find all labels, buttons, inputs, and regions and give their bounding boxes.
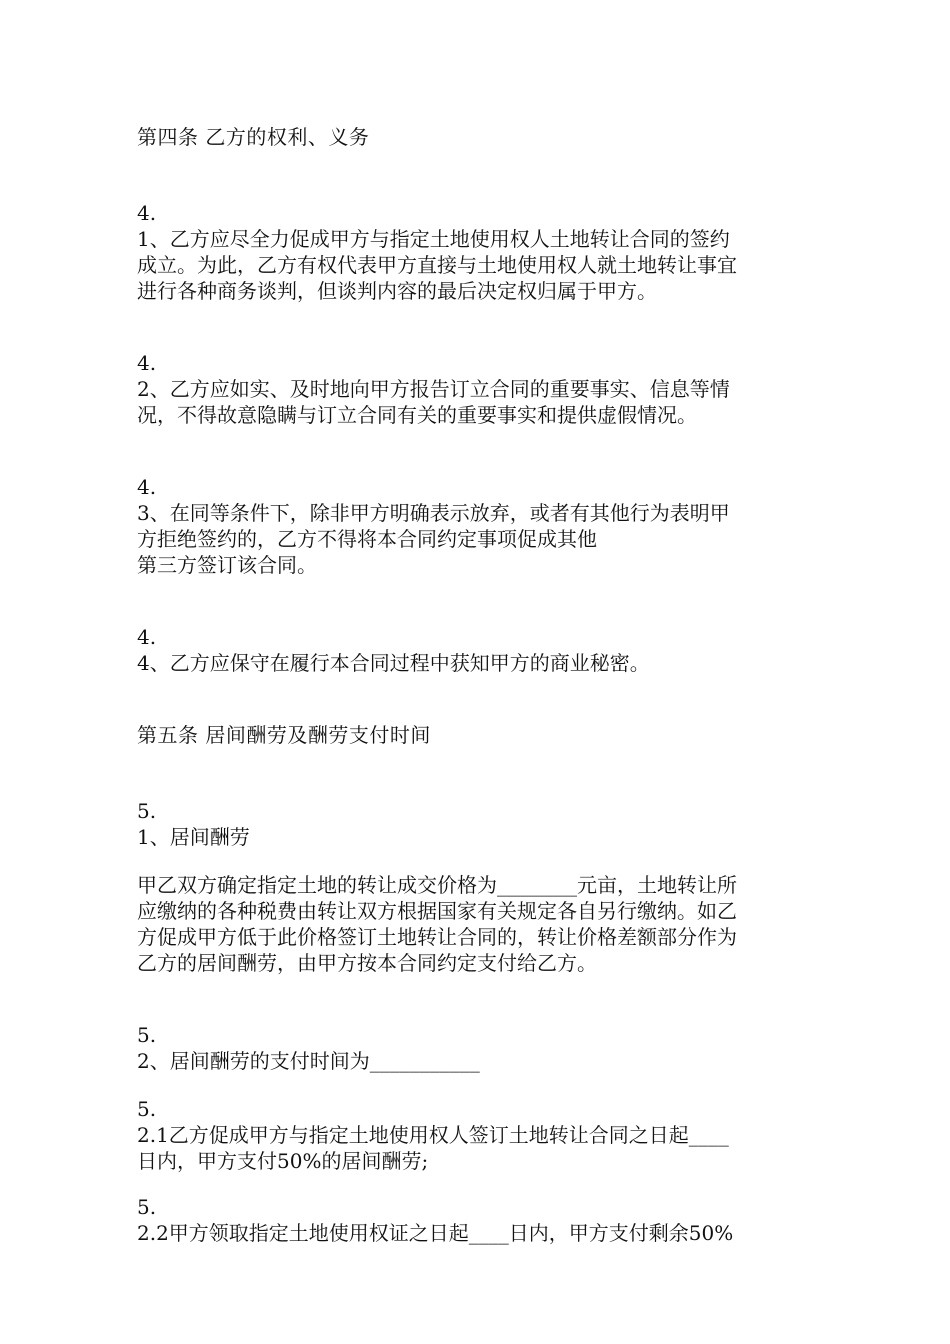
- clause-number: 4.: [137, 475, 157, 499]
- clause-text-line: 3、在同等条件下，除非甲方明确表示放弃，或者有其他行为表明甲: [137, 501, 730, 525]
- clause-number: 4.: [137, 351, 157, 375]
- clause-text-line: 2.1乙方促成甲方与指定土地使用权人签订土地转让合同之日起____: [137, 1123, 729, 1147]
- clause-5-2-2: [137, 1194, 817, 1246]
- clause-text-line: 方拒绝签约的，乙方不得将本合同约定事项促成其他: [137, 527, 597, 551]
- paragraph-line: 方促成甲方低于此价格签订土地转让合同的，转让价格差额部分作为: [137, 925, 737, 949]
- clause-number: 5.: [137, 1097, 157, 1121]
- clause-text-line: 2、居间酬劳的支付时间为___________: [137, 1049, 480, 1073]
- clause-5-2-1: [137, 1096, 817, 1174]
- clause-5-1: [137, 798, 817, 850]
- article-4-title: 第四条 乙方的权利、义务: [137, 125, 370, 149]
- clause-number: 5.: [137, 1195, 157, 1219]
- clause-text-line: 进行各种商务谈判，但谈判内容的最后决定权归属于甲方。: [137, 279, 657, 303]
- clause-4-1: [137, 200, 817, 304]
- clause-4-3: [137, 474, 817, 578]
- commission-paragraph: [137, 872, 817, 976]
- clause-4-2: [137, 350, 817, 428]
- clause-5-2: [137, 1022, 817, 1074]
- clause-text-line: 1、居间酬劳: [137, 825, 250, 849]
- clause-number: 5.: [137, 799, 157, 823]
- clause-text-line: 4、乙方应保守在履行本合同过程中获知甲方的商业秘密。: [137, 651, 650, 675]
- clause-text-line: 2.2甲方领取指定土地使用权证之日起____日内，甲方支付剩余50%: [137, 1221, 734, 1245]
- clause-text-line: 日内，甲方支付50%的居间酬劳;: [137, 1149, 429, 1173]
- article-5-title: 第五条 居间酬劳及酬劳支付时间: [137, 723, 431, 747]
- clause-text-line: 第三方签订该合同。: [137, 553, 317, 577]
- paragraph-line: 应缴纳的各种税费由转让双方根据国家有关规定各自另行缴纳。如乙: [137, 899, 737, 923]
- clause-text-line: 况，不得故意隐瞒与订立合同有关的重要事实和提供虚假情况。: [137, 403, 697, 427]
- paragraph-line: 乙方的居间酬劳，由甲方按本合同约定支付给乙方。: [137, 951, 597, 975]
- clause-text-line: 2、乙方应如实、及时地向甲方报告订立合同的重要事实、信息等情: [137, 377, 730, 401]
- clause-number: 4.: [137, 201, 157, 225]
- clause-number: 4.: [137, 625, 157, 649]
- paragraph-line: 甲乙双方确定指定土地的转让成交价格为________元亩，土地转让所: [137, 873, 737, 897]
- clause-4-4: [137, 624, 817, 676]
- clause-number: 5.: [137, 1023, 157, 1047]
- clause-text-line: 成立。为此，乙方有权代表甲方直接与土地使用权人就土地转让事宜: [137, 253, 737, 277]
- clause-text-line: 1、乙方应尽全力促成甲方与指定土地使用权人土地转让合同的签约: [137, 227, 730, 251]
